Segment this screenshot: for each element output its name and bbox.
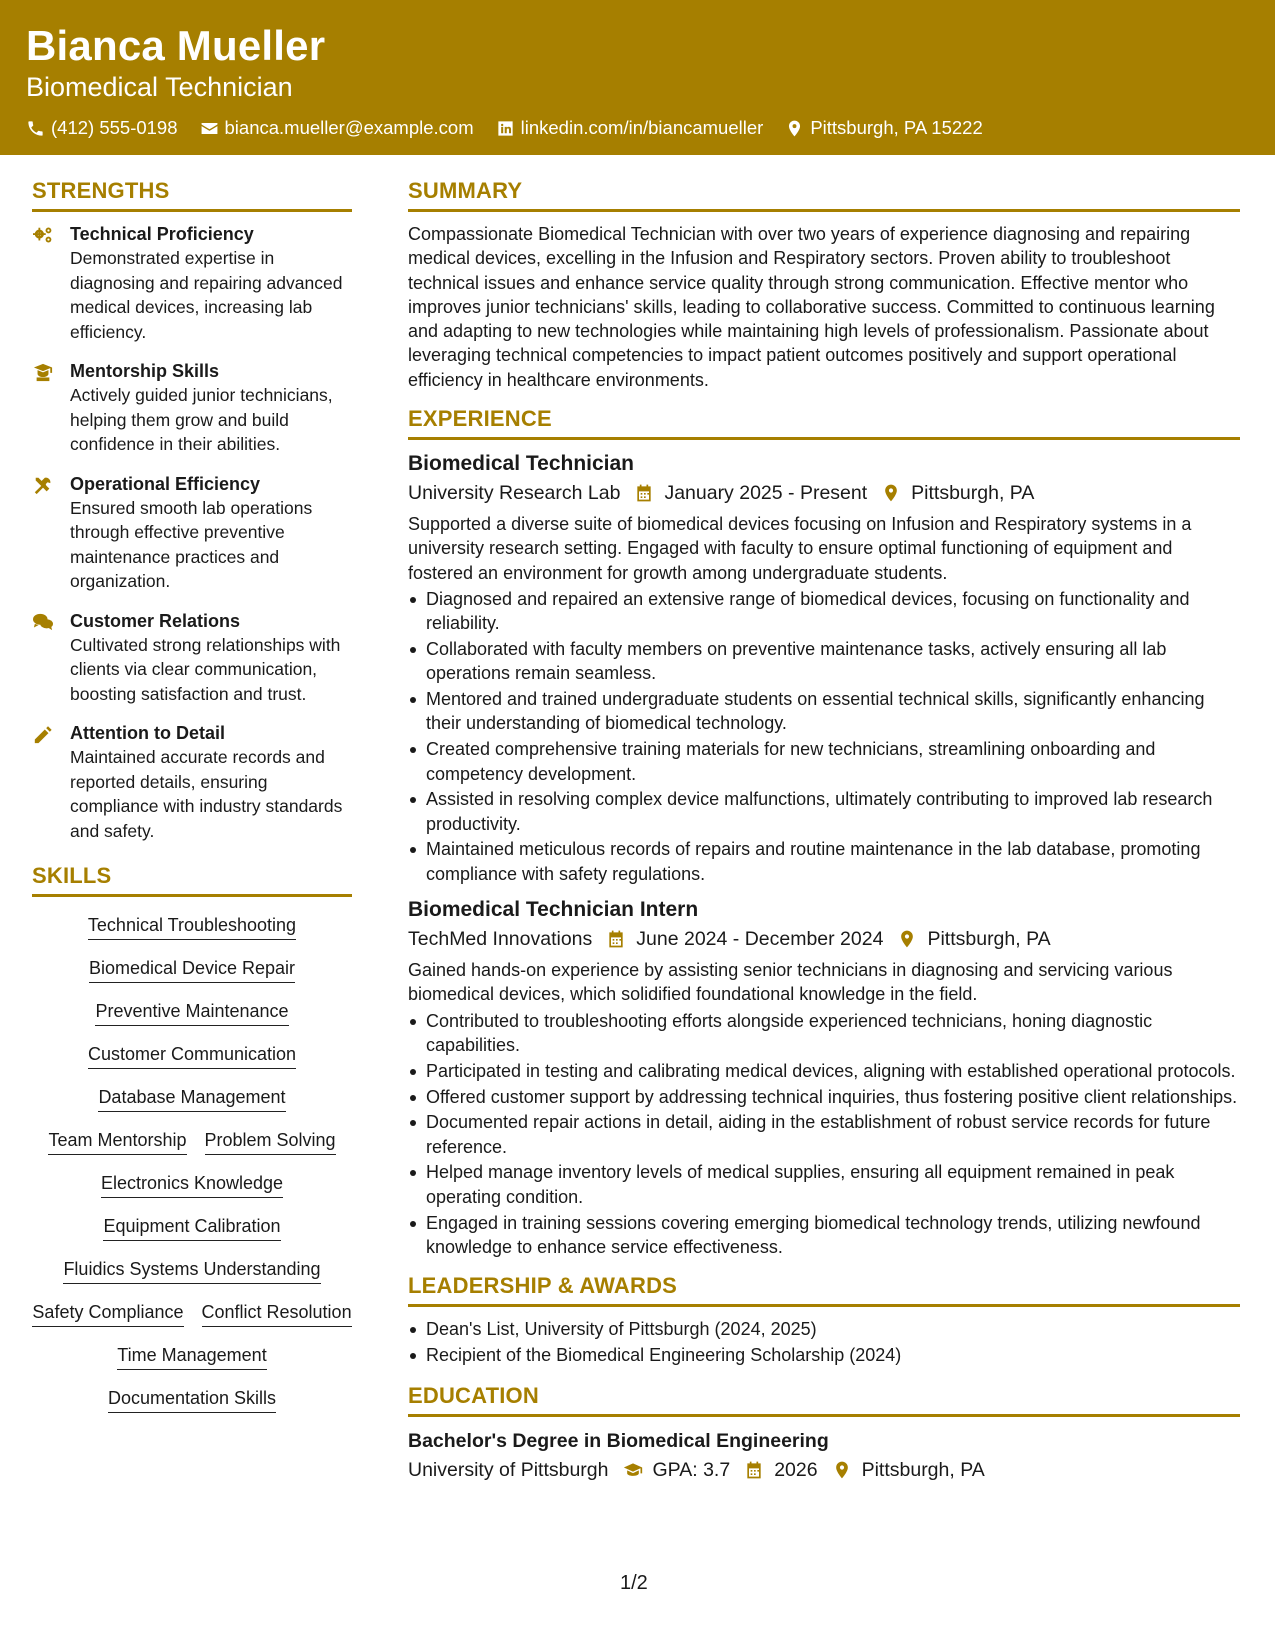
skill-tag: Preventive Maintenance — [95, 999, 288, 1026]
skill-tag: Documentation Skills — [108, 1386, 276, 1413]
strength-item — [32, 721, 352, 843]
teacher-icon — [32, 362, 54, 382]
skill-tag: Electronics Knowledge — [101, 1171, 283, 1198]
strength-desc: Ensured smooth lab operations through effective preventive maintenance practices and organization. — [70, 497, 313, 591]
contact-linkedin[interactable] — [496, 117, 764, 139]
pencil-icon — [32, 724, 54, 744]
strength-title: Operational Efficiency — [70, 473, 261, 494]
skill-tag: Technical Troubleshooting — [88, 913, 296, 940]
calendar-icon — [634, 483, 654, 503]
contact-bar — [26, 117, 983, 139]
location-pin-icon — [881, 483, 901, 503]
strengths-heading: STRENGTHS — [32, 178, 352, 212]
summary-text: Compassionate Biomedical Technician with over two years of experience diagnosing and repairing medical devices, excelling in the Infusion and Respiratory sectors. Proven ability to troubleshoot technical issues and enhance service quality through strong communication. Effective mentor who improves junior technicians' skills, leading to collaborative success. Committed to continuous learning and adapting to new technologies while maintaining high levels of professionalism. Passionate about leveraging technical competencies to impact patient outcomes positively and support operational efficiency in healthcare environments. — [408, 224, 1215, 390]
skill-tag: Equipment Calibration — [103, 1214, 280, 1241]
location-pin-icon — [832, 1460, 852, 1480]
location-pin-icon — [897, 929, 917, 949]
skill-tag: Time Management — [117, 1343, 266, 1370]
list-item: Created comprehensive training materials for new technicians, streamlining onboarding and competency development. — [426, 737, 1240, 786]
school-name: University of Pittsburgh — [408, 1459, 609, 1482]
job-description: Gained hands-on experience by assisting senior technicians in diagnosing and servicing various biomedical devices, which solidified foundational knowledge in the field. — [408, 960, 1173, 1005]
job-location: Pittsburgh, PA — [911, 482, 1035, 505]
list-item: Recipient of the Biomedical Engineering Scholarship (2024) — [426, 1343, 1240, 1367]
list-item: Collaborated with faculty members on preventive maintenance tasks, actively ensuring all lab operations remain seamless. — [426, 637, 1240, 686]
strength-desc: Maintained accurate records and reported details, ensuring compliance with industry standards and safety. — [70, 747, 343, 841]
calendar-icon — [744, 1460, 764, 1480]
strength-desc: Demonstrated expertise in diagnosing and repairing advanced medical devices, increasing lab efficiency. — [70, 248, 343, 342]
job-description: Supported a diverse suite of biomedical devices focusing on Infusion and Respiratory systems in a university research setting. Engaged with faculty to ensure optimal functioning of equipment and fostered an environment for growth among undergraduate students. — [408, 514, 1192, 583]
left-column — [32, 178, 352, 1413]
strength-desc: Cultivated strong relationships with clients via clear communication, boosting satisfaction and trust. — [70, 634, 341, 704]
skill-tag: Database Management — [98, 1085, 285, 1112]
gpa: GPA: 3.7 — [652, 1459, 731, 1482]
job-dates: June 2024 - December 2024 — [636, 928, 884, 951]
job-meta — [408, 924, 1240, 954]
education-heading: EDUCATION — [408, 1383, 1240, 1417]
graduation-cap-icon — [623, 1460, 643, 1480]
strength-desc: Actively guided junior technicians, helping them grow and build confidence in their abilities. — [70, 385, 333, 454]
contact-linkedin-text: linkedin.com/in/biancamueller — [520, 117, 764, 138]
list-item: Documented repair actions in detail, aiding in the establishment of robust service records for future reference. — [426, 1110, 1240, 1159]
envelope-icon — [200, 119, 219, 138]
skill-tag: Safety Compliance — [32, 1300, 183, 1327]
strength-title: Attention to Detail — [70, 723, 225, 743]
contact-location — [785, 117, 982, 139]
skill-tag: Customer Communication — [88, 1042, 296, 1069]
strength-item — [32, 472, 352, 594]
summary-heading: SUMMARY — [408, 178, 1240, 212]
strength-title: Customer Relations — [70, 610, 241, 631]
job-entry — [408, 896, 1240, 1259]
degree-title: Bachelor's Degree in Biomedical Engineering — [408, 1430, 829, 1453]
location-pin-icon — [785, 119, 804, 138]
skill-tag: Problem Solving — [205, 1128, 336, 1155]
tools-icon — [32, 475, 54, 495]
skills-list — [32, 907, 352, 1413]
contact-location-text: Pittsburgh, PA 15222 — [810, 117, 983, 138]
job-company: University Research Lab — [408, 482, 621, 505]
list-item: Diagnosed and repaired an extensive range of biomedical devices, focusing on functionality and reliability. — [426, 587, 1240, 636]
candidate-name: Bianca Mueller — [26, 22, 326, 69]
strength-item — [32, 222, 352, 344]
awards-list — [408, 1317, 1240, 1367]
list-item: Maintained meticulous records of repairs and routine maintenance in the lab database, promoting compliance with safety regulations. — [426, 837, 1240, 886]
contact-phone[interactable] — [26, 117, 178, 139]
calendar-icon — [606, 929, 626, 949]
job-title: Biomedical Technician Intern — [408, 898, 699, 922]
strength-item — [32, 609, 352, 707]
job-bullets — [408, 587, 1240, 886]
skills-heading: SKILLS — [32, 863, 352, 897]
skill-tag: Conflict Resolution — [202, 1300, 352, 1327]
strength-title: Technical Proficiency — [70, 224, 254, 244]
contact-phone-text: (412) 555-0198 — [51, 117, 178, 138]
chat-bubbles-icon — [32, 612, 54, 632]
skill-tag: Team Mentorship — [48, 1128, 186, 1155]
job-bullets — [408, 1009, 1240, 1259]
job-location: Pittsburgh, PA — [927, 928, 1051, 951]
graduation-year: 2026 — [774, 1459, 818, 1482]
candidate-role: Biomedical Technician — [26, 72, 293, 102]
page-number: 1/2 — [620, 1572, 648, 1594]
list-item: Mentored and trained undergraduate students on essential technical skills, significantly enhancing their understanding of biomedical technology. — [426, 687, 1240, 736]
linkedin-icon — [496, 119, 515, 138]
strength-title: Mentorship Skills — [70, 361, 220, 381]
experience-heading: EXPERIENCE — [408, 406, 1240, 440]
education-meta — [408, 1455, 1240, 1485]
skill-tag: Fluidics Systems Understanding — [63, 1257, 320, 1284]
list-item: Offered customer support by addressing technical inquiries, thus fostering positive client relationships. — [426, 1085, 1240, 1109]
contact-email-text: bianca.mueller@example.com — [224, 117, 474, 138]
awards-heading: LEADERSHIP & AWARDS — [408, 1273, 1240, 1307]
list-item: Helped manage inventory levels of medical supplies, ensuring all equipment remained in peak operating condition. — [426, 1160, 1240, 1209]
job-meta — [408, 478, 1240, 508]
job-company: TechMed Innovations — [408, 928, 593, 951]
skill-tag: Biomedical Device Repair — [89, 956, 295, 983]
list-item: Participated in testing and calibrating medical devices, aligning with established operational protocols. — [426, 1059, 1240, 1083]
job-title: Biomedical Technician — [408, 452, 635, 476]
resume-header — [0, 0, 1275, 155]
list-item: Dean's List, University of Pittsburgh (2024, 2025) — [426, 1317, 1240, 1341]
list-item: Engaged in training sessions covering emerging biomedical technology trends, utilizing newfound knowledge to enhance service effectiveness. — [426, 1211, 1240, 1260]
phone-icon — [26, 119, 45, 138]
job-entry — [408, 450, 1240, 886]
list-item: Assisted in resolving complex device malfunctions, ultimately contributing to improved lab research productivity. — [426, 787, 1240, 836]
list-item: Contributed to troubleshooting efforts alongside experienced technicians, honing diagnostic capabilities. — [426, 1009, 1240, 1058]
education-location: Pittsburgh, PA — [861, 1459, 985, 1482]
job-dates: January 2025 - Present — [664, 482, 868, 505]
contact-email[interactable] — [200, 117, 474, 139]
strength-item — [32, 359, 352, 457]
gears-icon — [32, 225, 54, 245]
right-column — [408, 178, 1240, 1489]
